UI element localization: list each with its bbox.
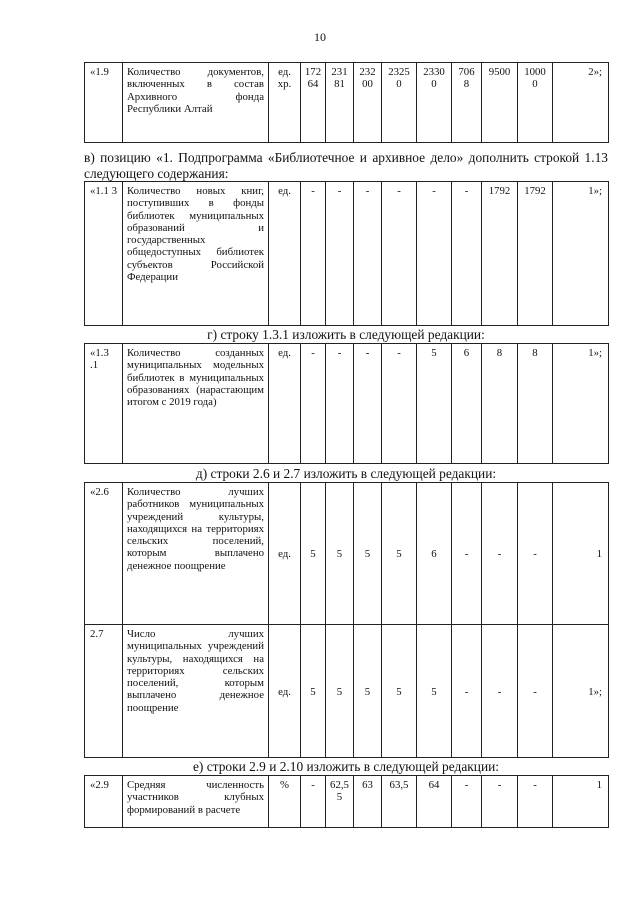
value-cell: 62,5 5 bbox=[326, 776, 354, 828]
table-row-1-9 bbox=[84, 62, 609, 143]
value-cell: 5 bbox=[417, 625, 452, 758]
value-cell: - bbox=[382, 344, 417, 464]
unit-cell: ед. хр. bbox=[269, 63, 301, 143]
value-cell: 232 00 bbox=[354, 63, 382, 143]
value-cell: 9500 bbox=[482, 63, 518, 143]
value-cell-last: 1»; bbox=[553, 344, 609, 464]
value-cell: 64 bbox=[417, 776, 452, 828]
value-cell: 1000 0 bbox=[518, 63, 553, 143]
value-cell: 1792 bbox=[518, 182, 553, 326]
value-cell-last: 1»; bbox=[553, 625, 609, 758]
indicator-name: Количество созданных муниципальных модельных библиотек в муниципальных образованиях (нарастающим итогом с 2019 года) bbox=[123, 344, 269, 464]
table-row-2-9 bbox=[84, 775, 609, 828]
value-cell: 5 bbox=[301, 625, 326, 758]
table-row-1-13 bbox=[84, 181, 609, 326]
value-cell: - bbox=[326, 182, 354, 326]
row-number: «2.6 bbox=[85, 483, 123, 625]
table-row bbox=[85, 776, 609, 828]
value-cell-last: 2»; bbox=[553, 63, 609, 143]
table-row-1-3-1 bbox=[84, 343, 609, 464]
value-cell: 63 bbox=[354, 776, 382, 828]
value-cell: - bbox=[518, 776, 553, 828]
value-cell: 6 bbox=[452, 344, 482, 464]
row-number: 2.7 bbox=[85, 625, 123, 758]
value-cell: 5 bbox=[382, 625, 417, 758]
value-cell: 8 bbox=[482, 344, 518, 464]
value-cell: 1792 bbox=[482, 182, 518, 326]
value-cell: 5 bbox=[417, 344, 452, 464]
value-cell-last: 1 bbox=[553, 776, 609, 828]
unit-cell: % bbox=[269, 776, 301, 828]
table-row bbox=[85, 625, 609, 758]
table-row bbox=[85, 344, 609, 464]
indicator-name: Средняя численность участников клубных формирований в расчете bbox=[123, 776, 269, 828]
value-cell: 706 8 bbox=[452, 63, 482, 143]
table-row bbox=[85, 483, 609, 625]
row-number: «1.9 bbox=[85, 63, 123, 143]
value-cell: - bbox=[482, 625, 518, 758]
value-cell: - bbox=[452, 776, 482, 828]
value-cell: 172 64 bbox=[301, 63, 326, 143]
indicator-name: Количество документов, включенных в состав Архивного фонда Республики Алтай bbox=[123, 63, 269, 143]
value-cell: - bbox=[482, 483, 518, 625]
row-number: «1.3 .1 bbox=[85, 344, 123, 464]
value-cell: - bbox=[482, 776, 518, 828]
value-cell: - bbox=[354, 344, 382, 464]
value-cell: - bbox=[518, 483, 553, 625]
value-cell: - bbox=[301, 344, 326, 464]
paragraph-g: г) строку 1.3.1 изложить в следующей редакции: bbox=[207, 327, 485, 342]
value-cell: 5 bbox=[382, 483, 417, 625]
page-number: 10 bbox=[314, 30, 326, 44]
value-cell: - bbox=[301, 182, 326, 326]
paragraph-v: в) позицию «1. Подпрограмма «Библиотечное и архивное дело» дополнить строкой 1.13 следующего содержания: bbox=[84, 150, 608, 181]
value-cell: 5 bbox=[354, 625, 382, 758]
value-cell: - bbox=[452, 483, 482, 625]
value-cell: 5 bbox=[301, 483, 326, 625]
unit-cell: ед. bbox=[269, 344, 301, 464]
unit-cell: ед. bbox=[269, 182, 301, 326]
value-cell: 231 81 bbox=[326, 63, 354, 143]
value-cell: - bbox=[354, 182, 382, 326]
unit-cell: ед. bbox=[269, 483, 301, 625]
value-cell: - bbox=[326, 344, 354, 464]
value-cell: - bbox=[518, 625, 553, 758]
row-number: «2.9 bbox=[85, 776, 123, 828]
value-cell: - bbox=[417, 182, 452, 326]
value-cell: 5 bbox=[354, 483, 382, 625]
value-cell: 63,5 bbox=[382, 776, 417, 828]
value-cell: - bbox=[301, 776, 326, 828]
value-cell: - bbox=[452, 625, 482, 758]
paragraph-d: д) строки 2.6 и 2.7 изложить в следующей редакции: bbox=[195, 466, 497, 481]
indicator-name: Число лучших муниципальных учреждений культуры, находящихся на территориях сельских поселений, которым выплачено денежное поощрение bbox=[123, 625, 269, 758]
table-rows-2-6-2-7 bbox=[84, 482, 609, 758]
value-cell-last: 1»; bbox=[553, 182, 609, 326]
value-cell: - bbox=[452, 182, 482, 326]
paragraph-e: е) строки 2.9 и 2.10 изложить в следующей редакции: bbox=[192, 759, 499, 774]
value-cell: 5 bbox=[326, 625, 354, 758]
indicator-name: Количество новых книг, поступивших в фонды библиотек муниципальных образований и государственных общедоступных библиотек субъектов Российской Федерации bbox=[123, 182, 269, 326]
table-row bbox=[85, 63, 609, 143]
value-cell: 6 bbox=[417, 483, 452, 625]
value-cell-last: 1 bbox=[553, 483, 609, 625]
value-cell: 8 bbox=[518, 344, 553, 464]
value-cell: 5 bbox=[326, 483, 354, 625]
indicator-name: Количество лучших работников муниципальных учреждений культуры, находящихся на территориях сельских поселений, которым выплачено денежное поощрение bbox=[123, 483, 269, 625]
value-cell: - bbox=[382, 182, 417, 326]
value-cell: 2325 0 bbox=[382, 63, 417, 143]
value-cell: 2330 0 bbox=[417, 63, 452, 143]
unit-cell: ед. bbox=[269, 625, 301, 758]
table-row bbox=[85, 182, 609, 326]
row-number: «1.1 3 bbox=[85, 182, 123, 326]
